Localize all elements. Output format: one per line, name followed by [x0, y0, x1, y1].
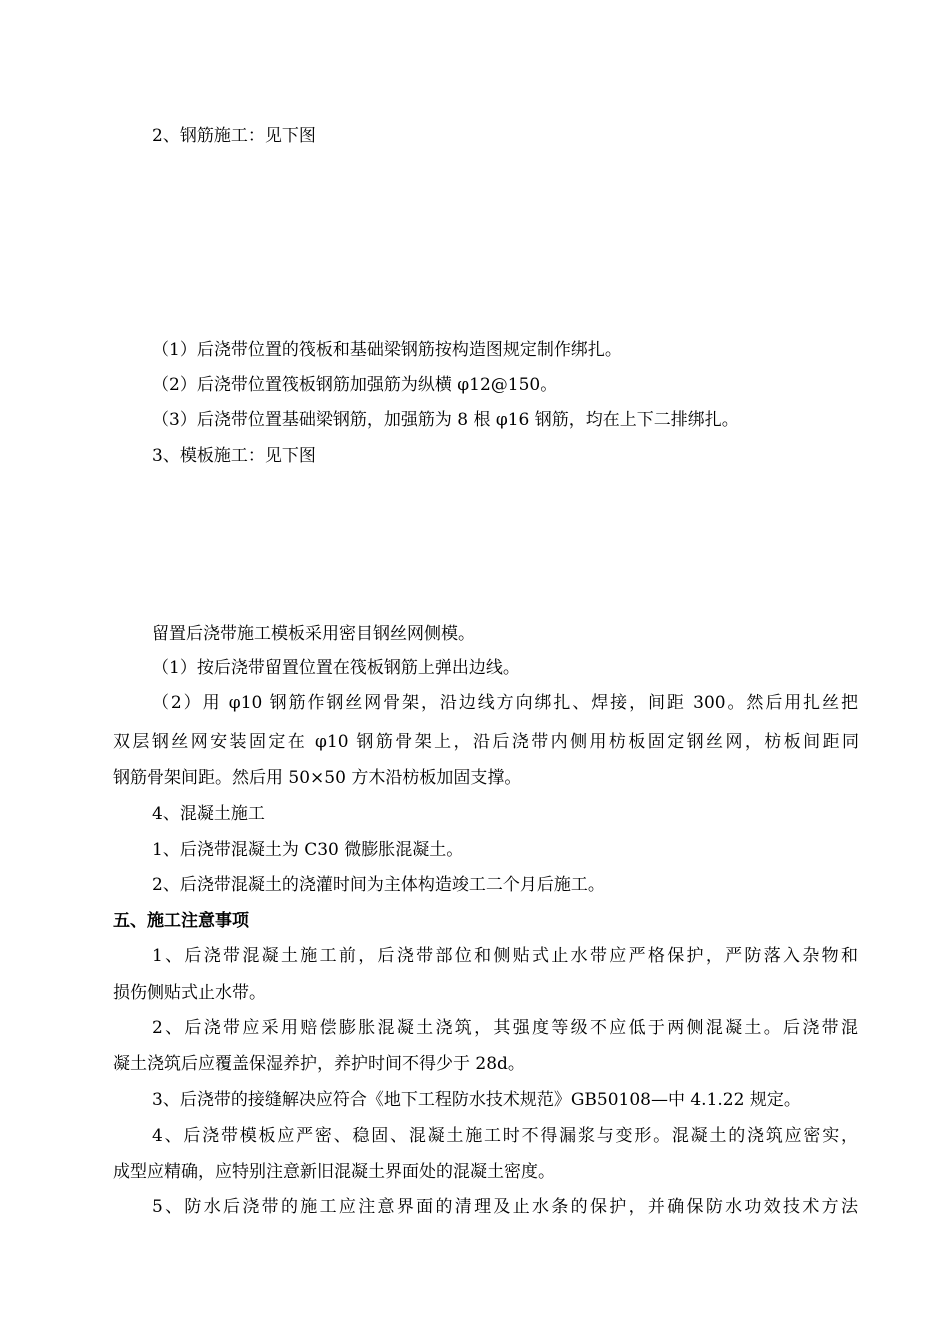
- section-5-title: 五、施工注意事项: [113, 911, 249, 931]
- note-5-line-1: 5、防水后浇带的施工应注意界面的清理及止水条的保护，并确保防水功效技术方法: [152, 1197, 858, 1217]
- rebar-heading: 2、钢筋施工：见下图: [152, 126, 316, 146]
- rebar-item-2: （2）后浇带位置筏板钢筋加强筋为纵横 φ12@150。: [152, 375, 558, 395]
- formwork-intro: 留置后浇带施工模板采用密目钢丝网侧模。: [152, 624, 475, 644]
- note-3: 3、后浇带的接缝解决应符合《地下工程防水技术规范》GB50108—中 4.1.22 规定。: [152, 1090, 801, 1110]
- rebar-item-1: （1）后浇带位置的筏板和基础梁钢筋按构造图规定制作绑扎。: [152, 340, 622, 360]
- rebar-item-3: （3）后浇带位置基础梁钢筋，加强筋为 8 根 φ16 钢筋，均在上下二排绑扎。: [152, 410, 739, 430]
- note-4-line-1: 4、后浇带模板应严密、稳固、混凝土施工时不得漏浆与变形。混凝土的浇筑应密实，: [152, 1126, 858, 1146]
- formwork-heading: 3、模板施工：见下图: [152, 446, 316, 466]
- note-1-line-2: 损伤侧贴式止水带。: [113, 983, 266, 1003]
- formwork-item-1: （1）按后浇带留置位置在筏板钢筋上弹出边线。: [152, 658, 520, 678]
- note-2-line-1: 2、后浇带应采用赔偿膨胀混凝土浇筑，其强度等级不应低于两侧混凝土。后浇带混: [152, 1018, 858, 1038]
- note-4-line-2: 成型应精确，应特别注意新旧混凝土界面处的混凝土密度。: [113, 1162, 555, 1182]
- concrete-item-1: 1、后浇带混凝土为 C30 微膨胀混凝土。: [152, 840, 464, 860]
- formwork-item-2-line-1: （2）用 φ10 钢筋作钢丝网骨架，沿边线方向绑扎、焊接，间距 300。然后用扎丝把: [152, 693, 858, 713]
- formwork-item-2-line-2: 双层钢丝网安装固定在 φ10 钢筋骨架上，沿后浇带内侧用枋板固定钢丝网，枋板间距同: [113, 732, 859, 752]
- formwork-item-2-line-3: 钢筋骨架间距。然后用 50×50 方木沿枋板加固支撑。: [113, 768, 522, 788]
- note-2-line-2: 凝土浇筑后应覆盖保湿养护，养护时间不得少于 28d。: [113, 1054, 525, 1074]
- concrete-item-2: 2、后浇带混凝土的浇灌时间为主体构造竣工二个月后施工。: [152, 875, 605, 895]
- note-1-line-1: 1、后浇带混凝土施工前，后浇带部位和侧贴式止水带应严格保护，严防落入杂物和: [152, 946, 858, 966]
- concrete-heading: 4、混凝土施工: [152, 804, 265, 824]
